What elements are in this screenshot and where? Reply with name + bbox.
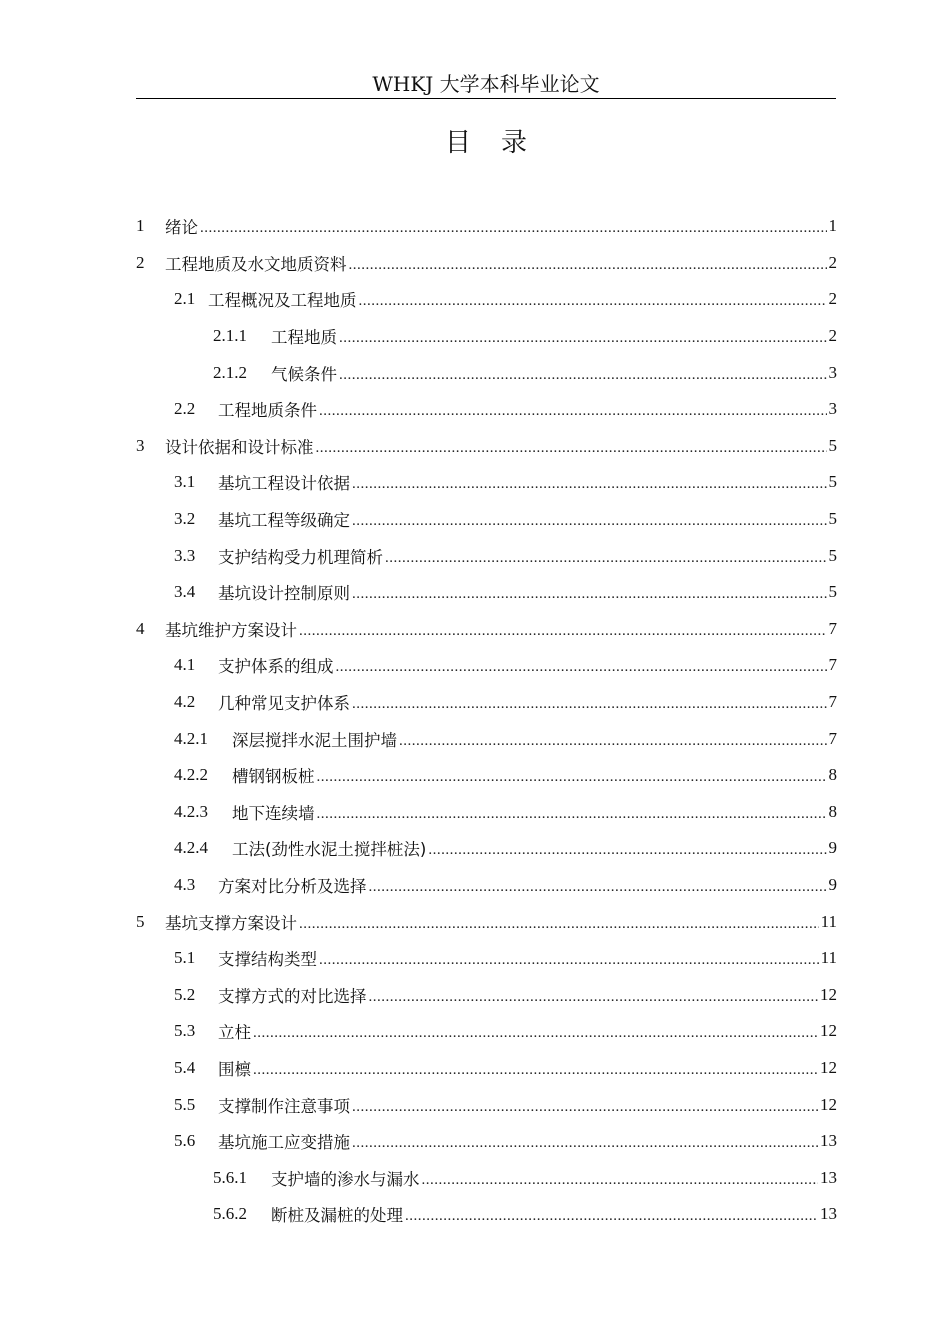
toc-leader-dots	[369, 986, 819, 1006]
toc-entry-page-number: 7	[828, 728, 837, 748]
toc-leader-dots	[399, 730, 827, 750]
toc-entry-label: 断桩及漏桩的处理	[271, 1206, 403, 1226]
toc-entry[interactable]	[136, 574, 837, 611]
toc-entry-number: 3.3	[174, 545, 196, 565]
toc-entry-label: 立柱	[218, 1023, 251, 1043]
toc-entry-page-number: 5	[828, 509, 837, 529]
toc-leader-dots	[319, 949, 819, 969]
toc-entry-page-number: 13	[820, 1131, 837, 1151]
toc-entry-number: 2.1.1	[213, 326, 247, 346]
toc-entry-label: 工法(劲性水泥土搅拌桩法)	[232, 840, 427, 860]
toc-entry[interactable]	[136, 208, 837, 245]
toc-entry-page-number: 7	[828, 655, 837, 675]
toc-entry-label: 工程地质及水文地质资料	[165, 254, 347, 274]
toc-entry-number: 5.4	[174, 1057, 196, 1077]
toc-entry-label: 地下连续墙	[232, 803, 315, 823]
toc-leader-dots	[352, 473, 827, 493]
toc-leader-dots	[352, 1096, 818, 1116]
running-header: WHKJ 大学本科毕业论文	[372, 72, 600, 96]
toc-entry-number: 3	[136, 435, 145, 455]
toc-entry[interactable]	[136, 354, 837, 391]
toc-entry-number: 5.6	[174, 1131, 196, 1151]
toc-entry-number: 2.2	[174, 399, 196, 419]
toc-entry-page-number: 7	[828, 692, 837, 712]
toc-entry-label: 几种常见支护体系	[218, 694, 350, 714]
toc-leader-dots	[349, 254, 827, 274]
toc-entry-label: 工程地质	[271, 328, 337, 348]
toc-entry-label: 基坑设计控制原则	[218, 584, 350, 604]
toc-entry[interactable]	[136, 245, 837, 282]
toc-entry-number: 4.2.4	[174, 838, 208, 858]
toc-entry-page-number: 12	[820, 1094, 837, 1114]
toc-entry[interactable]	[136, 647, 837, 684]
toc-entry-number: 5	[136, 911, 145, 931]
toc-entry-label: 支护墙的渗水与漏水	[271, 1169, 420, 1189]
toc-entry-label: 支撑制作注意事项	[218, 1096, 350, 1116]
toc-entry-page-number: 5	[828, 435, 837, 455]
toc-leader-dots	[316, 437, 827, 457]
toc-entry-label: 工程地质条件	[218, 401, 317, 421]
toc-entry[interactable]	[136, 684, 837, 721]
toc-entry-label: 支护体系的组成	[218, 657, 334, 677]
toc-entry-page-number: 8	[828, 801, 837, 821]
toc-leader-dots	[369, 876, 827, 896]
toc-entry[interactable]	[136, 720, 837, 757]
toc-entry[interactable]	[136, 1050, 837, 1087]
toc-entry[interactable]	[136, 1196, 837, 1233]
toc-leader-dots	[422, 1169, 819, 1189]
toc-leader-dots	[352, 693, 827, 713]
toc-entry-label: 支撑方式的对比选择	[218, 986, 367, 1006]
toc-entry-label: 槽钢钢板桩	[232, 767, 315, 787]
toc-entry-page-number: 13	[820, 1204, 837, 1224]
toc-entry[interactable]	[136, 318, 837, 355]
toc-leader-dots	[359, 290, 827, 310]
toc-entry-number: 2.1	[174, 289, 196, 309]
toc-entry-page-number: 3	[828, 399, 837, 419]
toc-entry-number: 4.1	[174, 655, 196, 675]
toc-entry-page-number: 2	[828, 326, 837, 346]
toc-entry[interactable]	[136, 757, 837, 794]
toc-entry-number: 3.2	[174, 509, 196, 529]
toc-leader-dots	[385, 547, 827, 567]
toc-leader-dots	[200, 217, 827, 237]
toc-entry-page-number: 8	[828, 765, 837, 785]
toc-leader-dots	[299, 913, 819, 933]
toc-entry-number: 1	[136, 216, 145, 236]
toc-entry-number: 4	[136, 618, 145, 638]
toc-entry[interactable]	[136, 903, 837, 940]
toc-leader-dots	[317, 803, 827, 823]
toc-entry[interactable]	[136, 1123, 837, 1160]
toc-entry-label: 基坑工程等级确定	[218, 511, 350, 531]
toc-entry-number: 5.6.1	[213, 1167, 247, 1187]
toc-entry-page-number: 5	[828, 545, 837, 565]
toc-entry-label: 基坑维护方案设计	[165, 620, 297, 640]
toc-entry-label: 设计依据和设计标准	[165, 437, 314, 457]
toc-entry-label: 基坑支撑方案设计	[165, 913, 297, 933]
toc-entry-page-number: 3	[828, 362, 837, 382]
toc-entry-number: 3.4	[174, 582, 196, 602]
table-of-contents	[136, 208, 837, 1233]
toc-entry[interactable]	[136, 1086, 837, 1123]
toc-entry-label: 深层搅拌水泥土围护墙	[232, 730, 397, 750]
toc-entry-page-number: 9	[828, 874, 837, 894]
toc-entry-page-number: 11	[820, 948, 837, 968]
toc-entry[interactable]	[136, 976, 837, 1013]
toc-entry-page-number: 12	[820, 984, 837, 1004]
toc-entry-label: 围檩	[218, 1059, 251, 1079]
toc-entry-number: 5.1	[174, 948, 196, 968]
toc-entry-page-number: 1	[828, 216, 837, 236]
toc-leader-dots	[336, 656, 827, 676]
toc-entry[interactable]	[136, 830, 837, 867]
toc-entry[interactable]	[136, 1013, 837, 1050]
toc-leader-dots	[317, 766, 827, 786]
toc-entry[interactable]	[136, 537, 837, 574]
toc-entry-number: 5.5	[174, 1094, 196, 1114]
toc-entry-number: 2	[136, 252, 145, 272]
toc-entry-label: 气候条件	[271, 364, 337, 384]
toc-entry-page-number: 9	[828, 838, 837, 858]
toc-entry-page-number: 2	[828, 289, 837, 309]
toc-entry-number: 5.2	[174, 984, 196, 1004]
toc-entry-number: 4.2.1	[174, 728, 208, 748]
toc-leader-dots	[253, 1059, 818, 1079]
toc-leader-dots	[299, 620, 827, 640]
toc-entry-number: 5.3	[174, 1021, 196, 1041]
toc-entry-number: 4.2.3	[174, 801, 208, 821]
header-rule	[136, 98, 836, 99]
toc-leader-dots	[428, 839, 826, 859]
toc-entry-number: 4.3	[174, 874, 196, 894]
toc-entry-label: 基坑工程设计依据	[218, 474, 350, 494]
toc-leader-dots	[352, 1132, 818, 1152]
toc-entry-page-number: 13	[820, 1167, 837, 1187]
toc-entry-page-number: 12	[820, 1021, 837, 1041]
toc-entry[interactable]	[136, 501, 837, 538]
toc-entry-page-number: 5	[828, 582, 837, 602]
toc-entry-label: 方案对比分析及选择	[218, 876, 367, 896]
toc-entry[interactable]	[136, 1159, 837, 1196]
toc-entry-label: 绪论	[165, 218, 198, 238]
toc-entry-label: 基坑施工应变措施	[218, 1133, 350, 1153]
toc-entry-page-number: 7	[828, 618, 837, 638]
toc-entry-number: 4.2	[174, 692, 196, 712]
toc-entry[interactable]	[136, 794, 837, 831]
toc-entry-label: 工程概况及工程地质	[208, 291, 357, 311]
toc-leader-dots	[352, 510, 827, 530]
toc-entry-label: 支护结构受力机理简析	[218, 547, 383, 567]
toc-entry-page-number: 2	[828, 252, 837, 272]
toc-entry-page-number: 5	[828, 472, 837, 492]
toc-entry-number: 5.6.2	[213, 1204, 247, 1224]
toc-leader-dots	[339, 364, 827, 384]
toc-entry[interactable]	[136, 464, 837, 501]
toc-entry[interactable]	[136, 428, 837, 465]
toc-entry[interactable]	[136, 281, 837, 318]
toc-leader-dots	[319, 400, 827, 420]
toc-entry-number: 4.2.2	[174, 765, 208, 785]
toc-leader-dots	[339, 327, 827, 347]
toc-leader-dots	[253, 1022, 818, 1042]
toc-entry-number: 2.1.2	[213, 362, 247, 382]
toc-entry[interactable]	[136, 391, 837, 428]
toc-entry-number: 3.1	[174, 472, 196, 492]
toc-entry[interactable]	[136, 867, 837, 904]
toc-leader-dots	[405, 1205, 818, 1225]
toc-entry-label: 支撑结构类型	[218, 950, 317, 970]
toc-entry-page-number: 11	[820, 911, 837, 931]
toc-entry-page-number: 12	[820, 1057, 837, 1077]
toc-entry[interactable]	[136, 940, 837, 977]
toc-leader-dots	[352, 583, 827, 603]
toc-entry[interactable]	[136, 611, 837, 648]
toc-title: 目录	[444, 128, 557, 158]
